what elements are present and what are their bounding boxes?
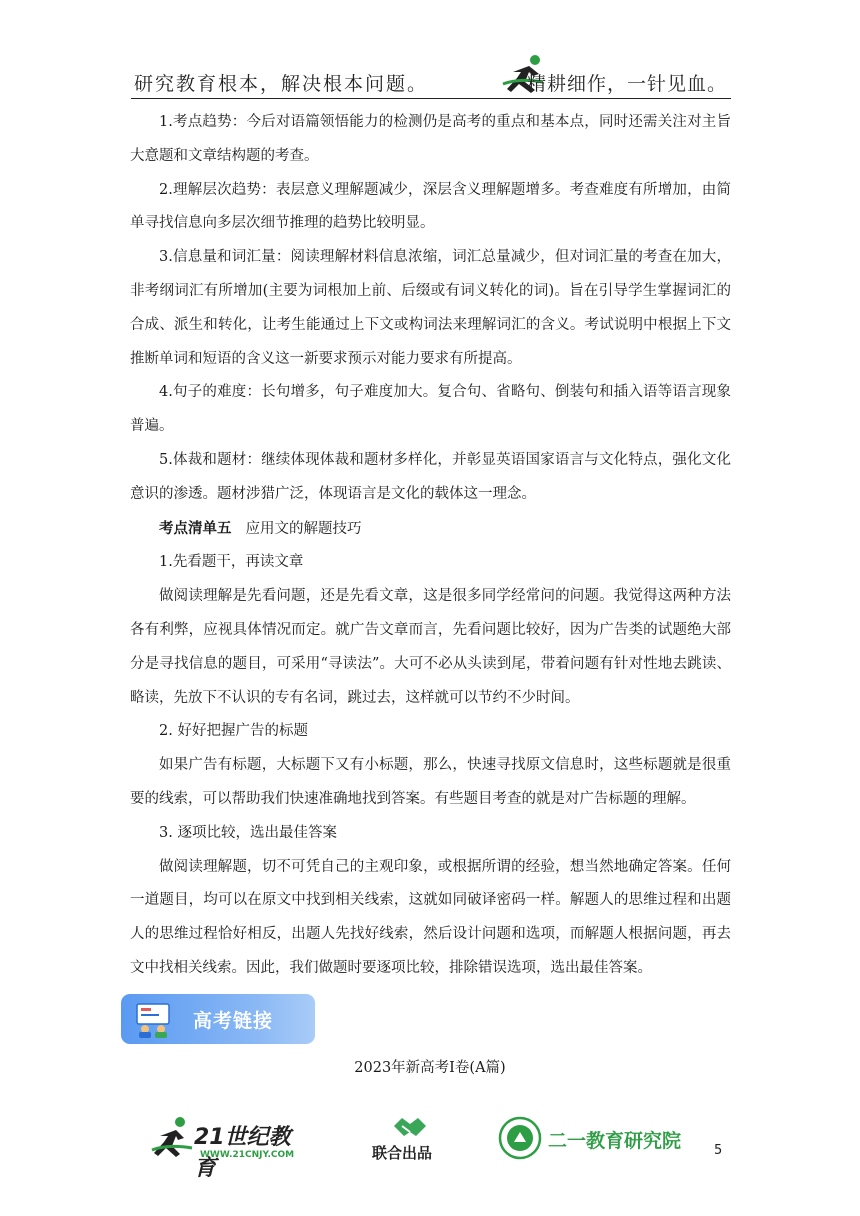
page-number: 5 <box>714 1143 723 1158</box>
paragraph-vocabulary: 3.信息量和词汇量：阅读理解材料信息浓缩，词汇总量减少，但对词汇量的考查在加大，非考纲词汇有所增加(主要为词根加上前、后缀或有词义转化的词)。旨在引导学生掌握词汇的合成、派生和转化，让考生能通过上下文或构词法来理解词汇的含义。考试说明中根据上下文推断单词和短语的含义这一新要求预示对能力要求有所提高。 <box>130 249 731 367</box>
brand2-name: 联合出品 <box>372 1144 433 1162</box>
badge-label: 高考链接 <box>193 1010 274 1032</box>
tip-heading-2: 2. 好好把握广告的标题 <box>159 723 308 740</box>
section-heading <box>130 512 731 547</box>
footer-brand-21cnjy <box>150 1114 310 1181</box>
institute-seal-icon <box>498 1116 542 1160</box>
section-label: 考点清单五 <box>159 519 232 537</box>
brand1-url: WWW.21CNJY.COM <box>200 1150 295 1160</box>
page-header <box>131 52 731 99</box>
paragraph-sentence: 4.句子的难度：长句增多，句子难度加大。复合句、省略句、倒装句和插入语等语言现象普遍。 <box>130 384 731 435</box>
brand1-name: 21世纪教育 <box>194 1125 291 1181</box>
article-body <box>130 106 731 986</box>
handshake-icon <box>392 1114 428 1140</box>
brand3-name: 二一教育研究院 <box>548 1130 682 1152</box>
tip-body-1: 做阅读理解是先看问题，还是先看文章，这是很多同学经常问的问题。我觉得这两种方法各有利弊，应视具体情况而定。就广告文章而言，先看问题比较好，因为广告类的试题绝大部分是寻找信息的题目，可采用“寻读法”。大可不必从头读到尾，带着问题有针对性地去跳读、略读，先放下不认识的专有名词，跳过去，这样就可以节约不少时间。 <box>130 588 731 706</box>
section-title: 应用文的解题技巧 <box>245 520 362 537</box>
tip-body-2: 如果广告有标题，大标题下又有小标题，那么，快速寻找原文信息时，这些标题就是很重要的线索，可以帮助我们快速准确地找到答案。有些题目考查的就是对广告标题的理解。 <box>130 757 731 807</box>
header-motto-left: 研究教育根本，解决根本问题。 <box>134 73 429 95</box>
classroom-icon <box>135 1002 171 1038</box>
tip-heading-3: 3. 逐项比较，选出最佳答案 <box>159 824 337 841</box>
tip-body-3: 做阅读理解题，切不可凭自己的主观印象，或根据所谓的经验，想当然地确定答案。任何一道题目，均可以在原文中找到相关线索，这就如同破译密码一样。解题人的思维过程和出题人的思维过程恰好相反，出题人先找好线索，然后设计问题和选项，而解题人根据问题，再去文中找相关线索。因此，我们做题时要逐项比较，排除错误选项，选出最佳答案。 <box>130 858 731 976</box>
header-motto-right: 精耕细作，一针见血。 <box>526 73 727 95</box>
gaokao-link-badge <box>121 994 315 1044</box>
paragraph-trend: 1.考点趋势：今后对语篇领悟能力的检测仍是高考的重点和基本点，同时还需关注对主旨大意题和文章结构题的考查。 <box>130 114 731 164</box>
tip-heading-1: 1.先看题干，再读文章 <box>159 554 304 571</box>
paragraph-level: 2.理解层次趋势：表层意义理解题减少，深层含义理解题增多。考查难度有所增加，由简单寻找信息向多层次细节推理的趋势比较明显。 <box>130 181 731 232</box>
exam-title: 2023年新高考I卷(A篇) <box>354 1060 506 1076</box>
paragraph-genre: 5.体裁和题材：继续体现体裁和题材多样化，并彰显英语国家语言与文化特点，强化文化意识的渗透。题材涉猎广泛，体现语言是文化的载体这一理念。 <box>130 451 731 502</box>
runner-logo-icon <box>150 1114 194 1162</box>
footer-brand-institute <box>498 1114 710 1164</box>
footer-joint-production <box>370 1114 454 1164</box>
